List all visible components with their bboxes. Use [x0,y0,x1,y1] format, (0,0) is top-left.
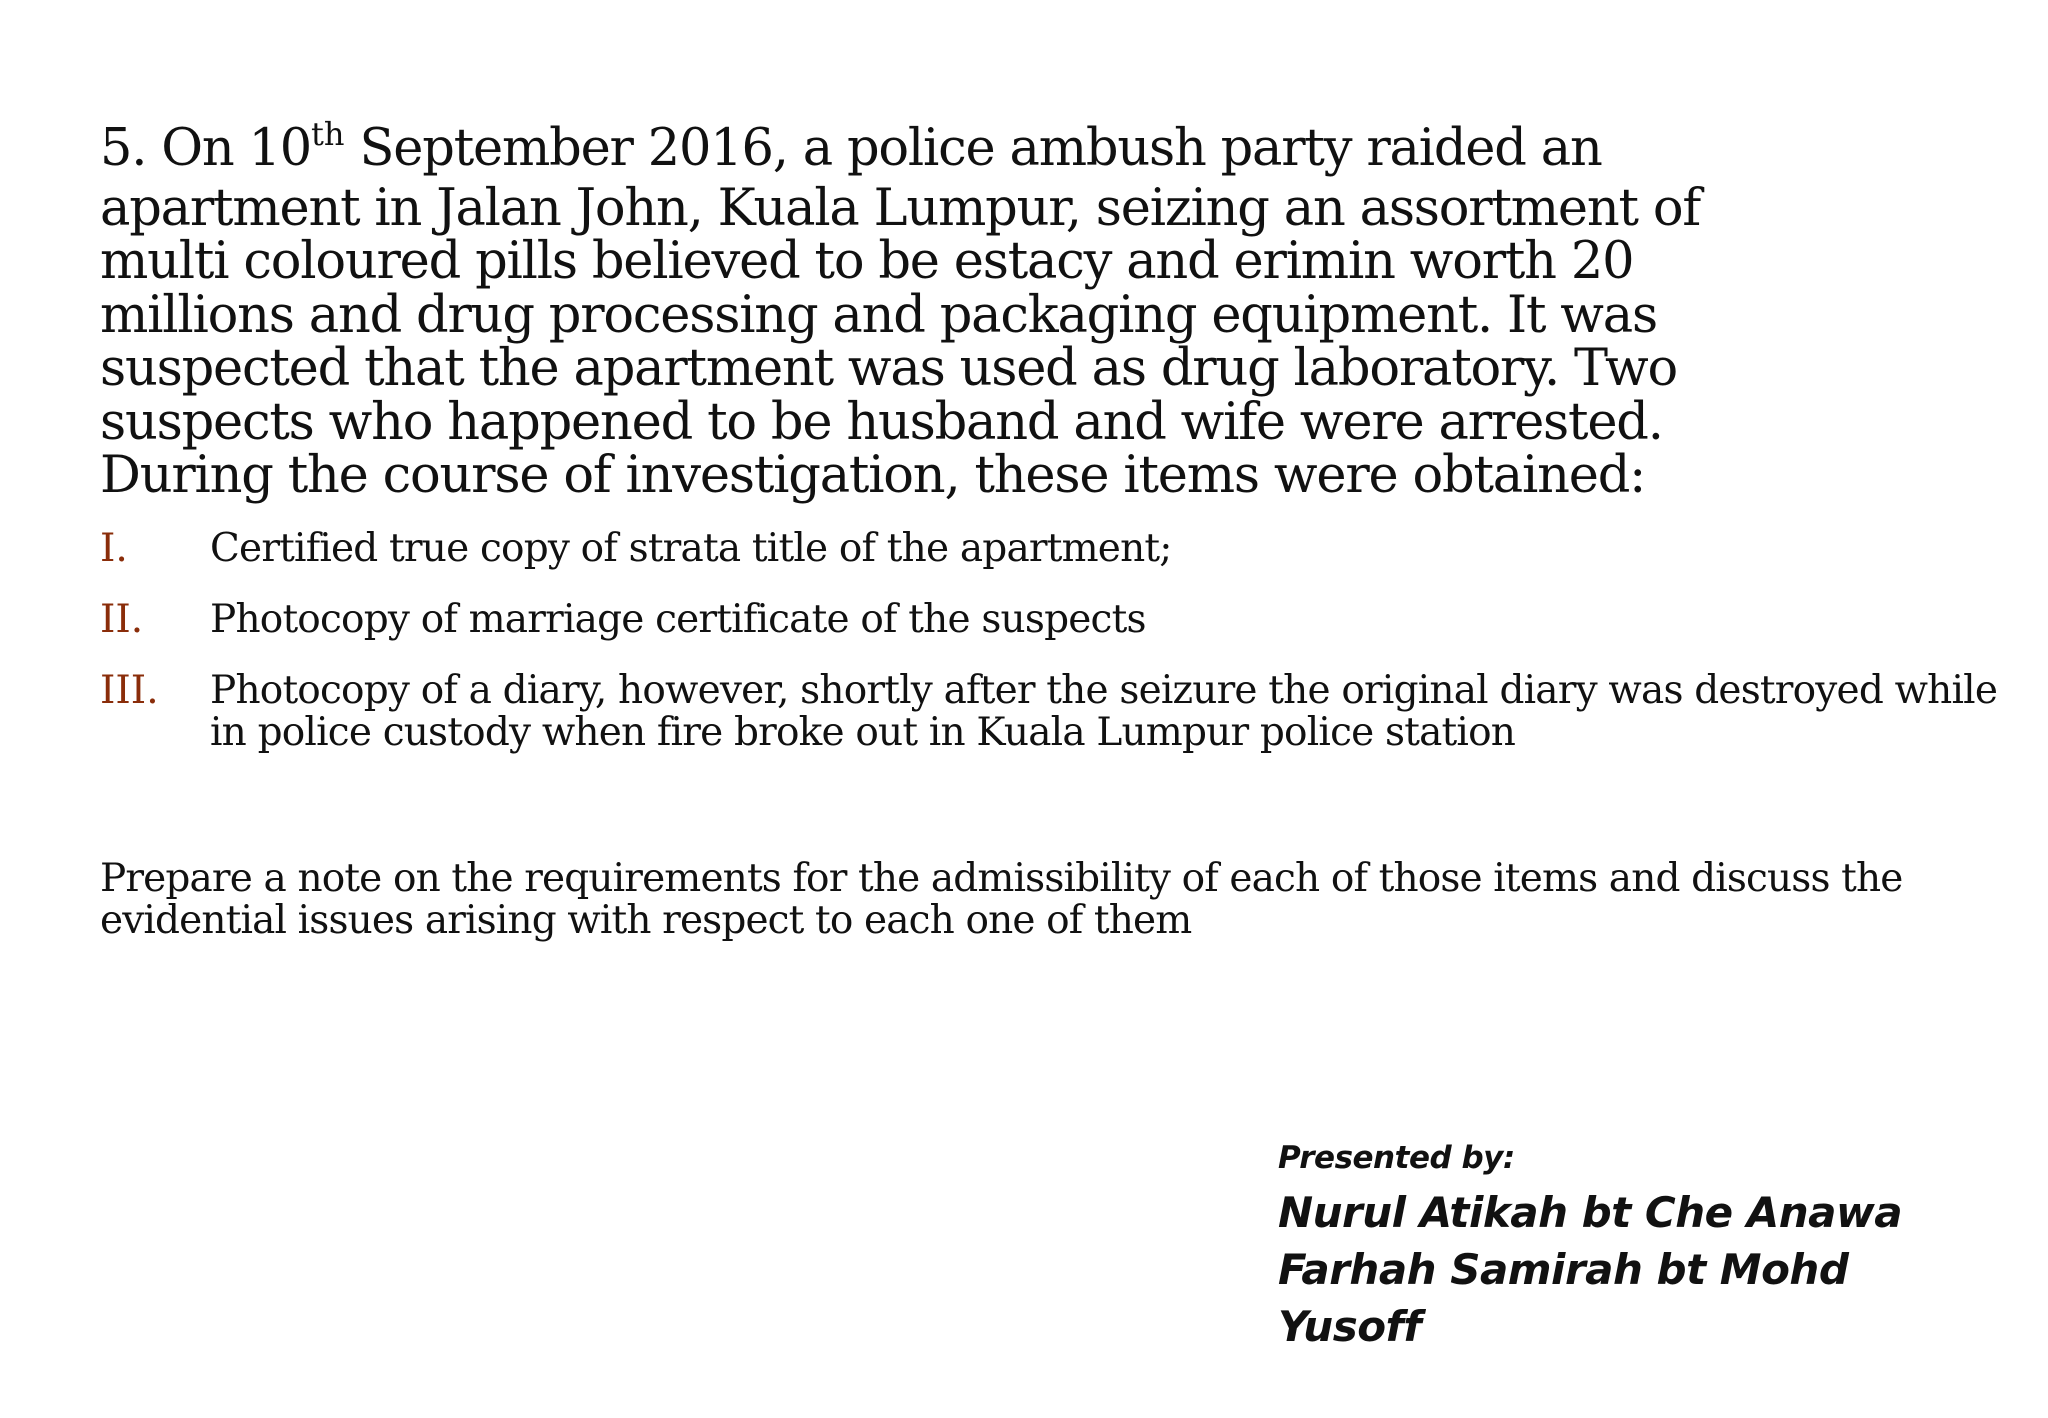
evidence-items-list [100,528,2000,783]
question-intro-prefix: 5. On 10 [100,119,312,178]
list-item-text: Photocopy of a diary, however, shortly after the seizure the original diary was destroyed while in police custody when fire broke out in Kuala Lumpur police station [210,668,1998,755]
list-item [100,528,2000,570]
presenters-block [1278,1138,1998,1355]
ordinal-suffix: th [311,115,345,153]
presented-by-label: Presented by: [1278,1140,1515,1176]
task-instruction: Prepare a note on the requirements for the admissibility of each of those items and discuss the evidential issues arising with respect to each one of them [100,856,1903,943]
list-item [100,599,2000,641]
question-intro-body: September 2016, a police ambush party raided an apartment in Jalan John, Kuala Lumpur, seizing an assortment of multi coloured pills believed to be estacy and erimin worth 20 millions and drug processing and packaging equipment. It was suspected that the apartment was used as drug laboratory. Two suspects who happened to be husband and wife were arrested. During the course of investigation, these items were obtained: [100,119,1701,505]
question-intro [100,115,1980,505]
list-marker: I. [100,526,128,571]
list-item-text: Certified true copy of strata title of the apartment; [210,526,1172,571]
list-item-text: Photocopy of marriage certificate of the suspects [210,597,1146,642]
list-marker: III. [100,668,159,713]
list-item [100,670,2000,754]
list-marker: II. [100,597,144,642]
presenter-name: Farhah Samirah bt Mohd Yusoff [1278,1245,1849,1351]
presenter-name: Nurul Atikah bt Che Anawa [1278,1188,1903,1237]
